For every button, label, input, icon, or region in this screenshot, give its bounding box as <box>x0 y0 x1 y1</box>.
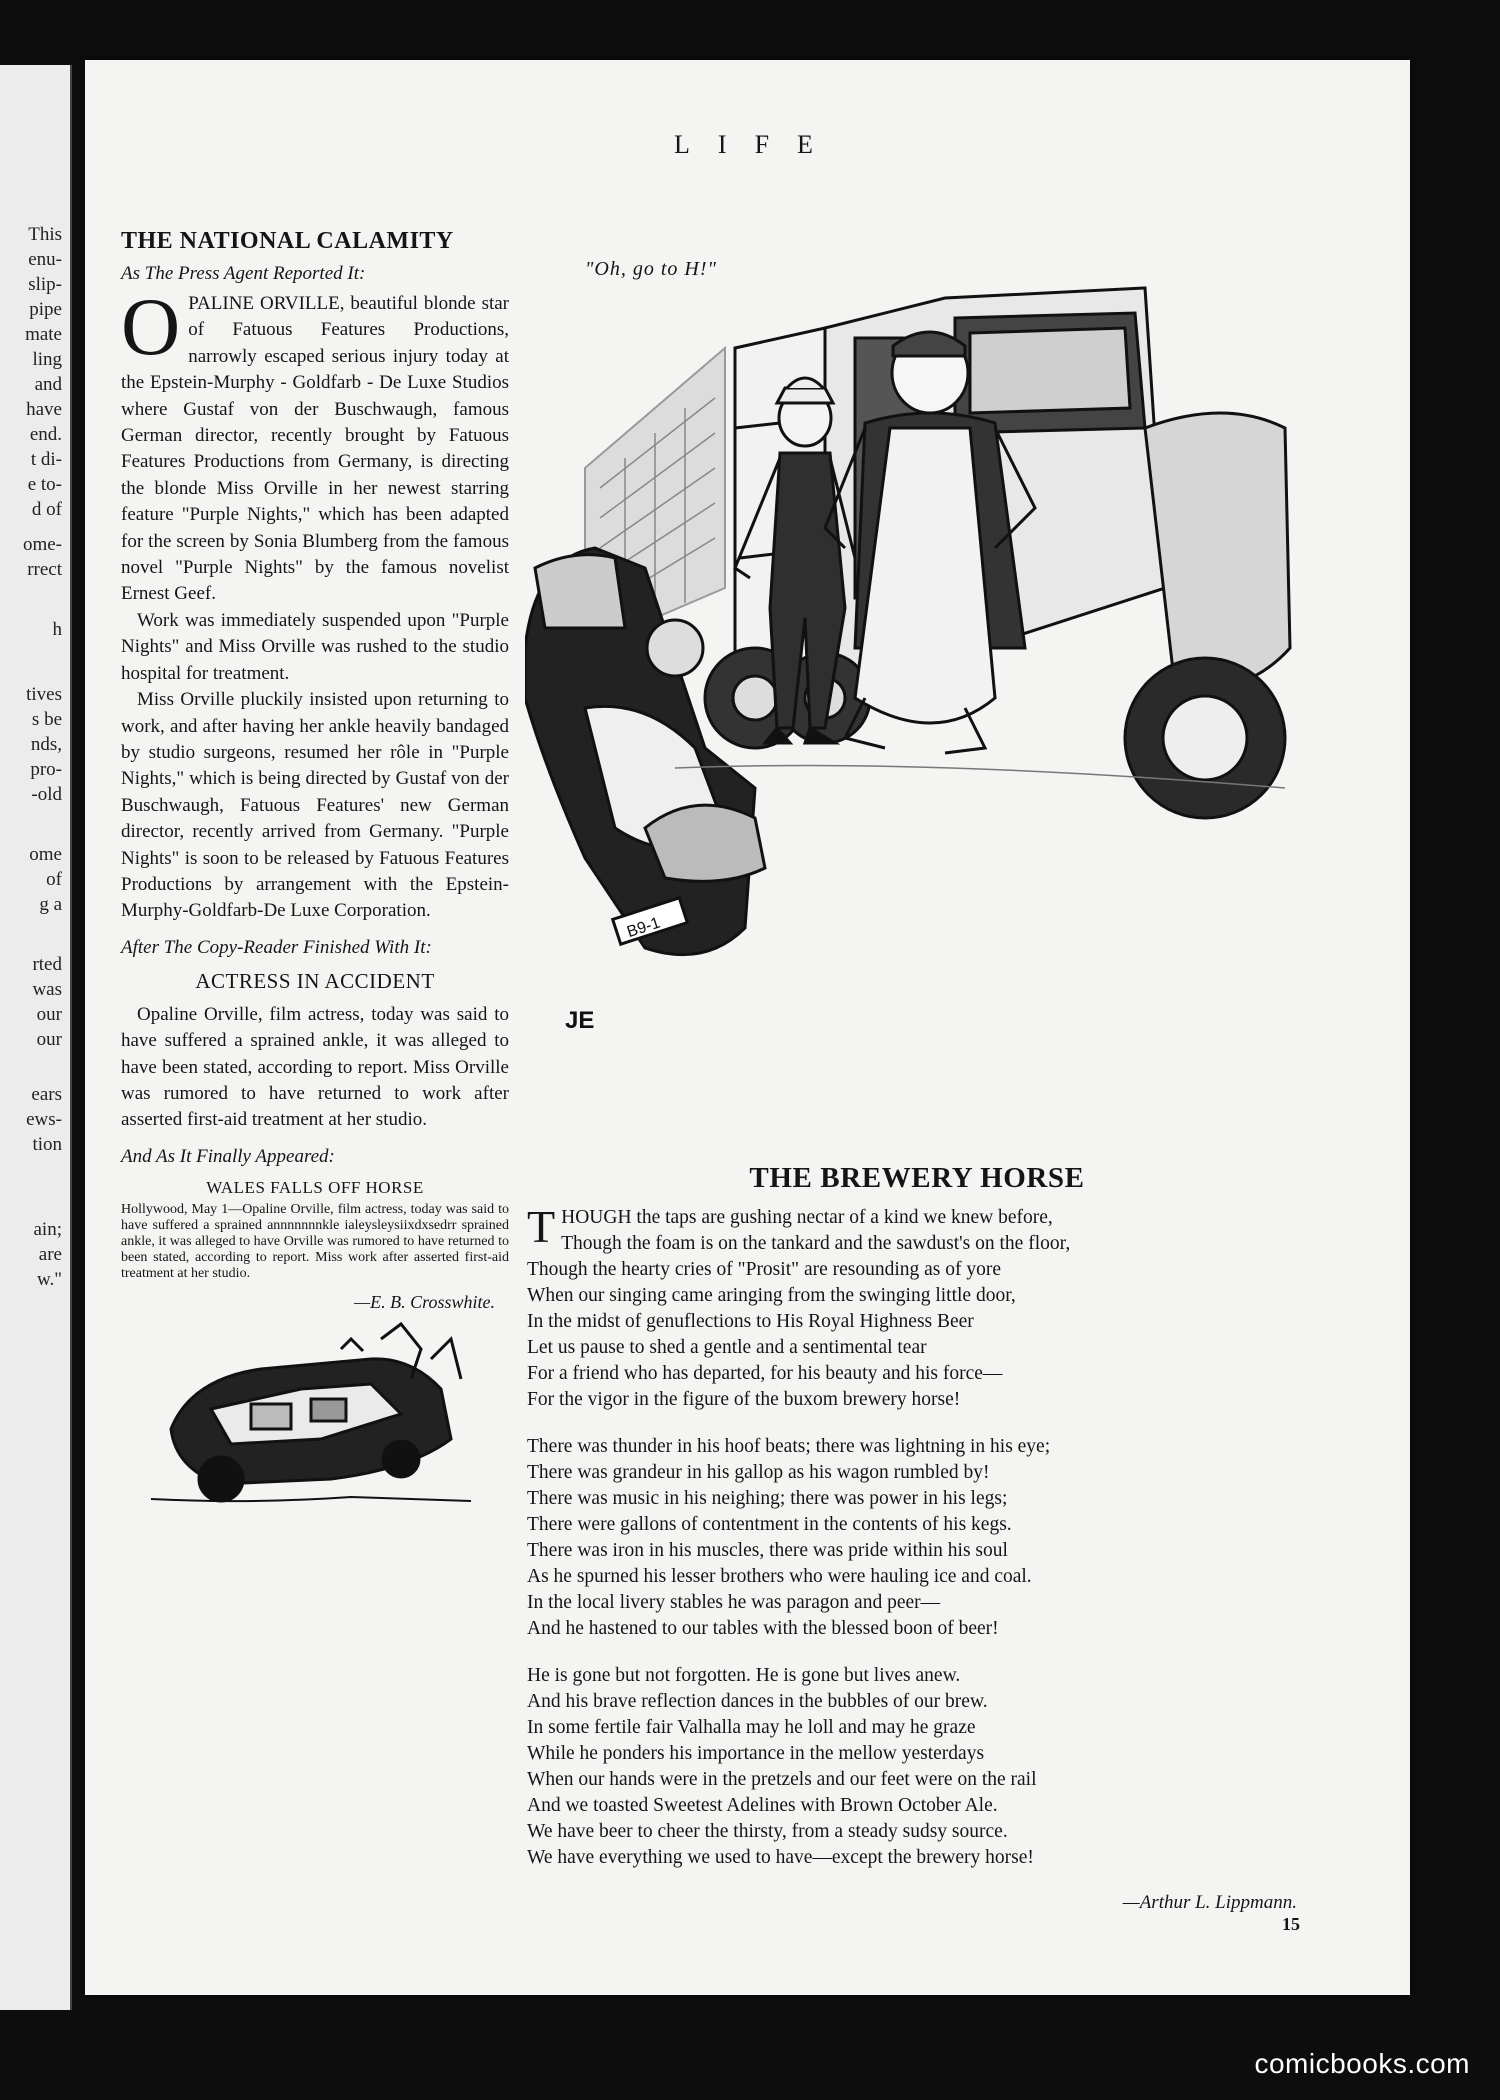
poem-stanza <box>527 1201 1307 1413</box>
poem-byline: —Arthur L. Lippmann. <box>1122 1892 1297 1913</box>
final-headline: WALES FALLS OFF HORSE <box>206 1177 424 1197</box>
poem-line: And his brave reflection dances in the bubbles of our brew. <box>527 1691 988 1712</box>
poem-dropcap: T <box>527 1201 556 1252</box>
page-number: 15 <box>1282 1914 1300 1934</box>
previous-page-text: pro- <box>30 759 62 780</box>
previous-page-text: tion <box>32 1134 62 1155</box>
previous-page-text: h <box>52 619 62 640</box>
poem-line: In the midst of genuflections to His Royal Highness Beer <box>527 1311 974 1332</box>
poem-line: As he spurned his lesser brothers who were hauling ice and coal. <box>527 1566 1032 1587</box>
previous-page-text: our <box>36 1004 62 1025</box>
poem-line: For the vigor in the figure of the buxom brewery horse! <box>527 1389 961 1410</box>
previous-page-text: This <box>28 224 62 245</box>
copy-reader-para: Opaline Orville, film actress, today was said to have suffered a sprained ankle, it was alleged to have been stated, according to report. Miss Orville was rumored to have returned to work after asserted first-aid treatment at her studio. <box>121 1003 509 1131</box>
dropcap: O <box>121 281 181 372</box>
poem-line: In the local livery stables he was paragon and peer— <box>527 1592 941 1613</box>
previous-page-text: ling <box>32 349 62 370</box>
previous-page-text: nds, <box>30 734 62 755</box>
artist-signature: JE <box>565 1007 595 1034</box>
poem-line: And we toasted Sweetest Adelines with Brown October Ale. <box>527 1795 998 1816</box>
poem-line: When our hands were in the pretzels and our feet were on the rail <box>527 1769 1037 1790</box>
previous-page-text: w." <box>37 1269 62 1290</box>
poem-stanza <box>527 1663 1307 1871</box>
watermark: comicbooks.com <box>1254 2048 1470 2079</box>
previous-page-text: enu- <box>28 249 62 270</box>
poem-line: We have everything we used to have—except the brewery horse! <box>527 1847 1034 1868</box>
previous-page-text: d of <box>31 499 62 520</box>
previous-page-text: ews- <box>26 1109 62 1130</box>
previous-page-text: are <box>38 1244 62 1265</box>
previous-page-text: ome- <box>22 534 62 555</box>
previous-page-text: and <box>34 374 62 395</box>
previous-page-text: e to- <box>27 474 62 495</box>
previous-page-text: end. <box>29 424 62 445</box>
poem-line: There was grandeur in his gallop as his wagon rumbled by! <box>527 1462 990 1483</box>
poem-line: While he ponders his importance in the mellow yesterdays <box>527 1743 985 1764</box>
car-wreck-illustration <box>151 1319 481 1509</box>
previous-page-text: g a <box>39 894 62 915</box>
final-label: And As It Finally Appeared: <box>121 1145 335 1167</box>
copy-reader-label: After The Copy-Reader Finished With It: <box>121 936 432 958</box>
previous-page-text: rrect <box>27 559 62 580</box>
copy-reader-headline: ACTRESS IN ACCIDENT <box>195 968 435 993</box>
press-agent-para-2: Work was immediately suspended upon "Purple Nights" and Miss Orville was rushed to the studio hospital for treatment. <box>121 609 509 684</box>
poem-line: There was iron in his muscles, there was pride within his soul <box>527 1540 1008 1561</box>
previous-page-text: s be <box>31 709 62 730</box>
previous-page-text: pipe <box>29 299 62 320</box>
poem-line: We have beer to cheer the thirsty, from a steady sudsy source. <box>527 1821 1008 1842</box>
brewery-horse-poem <box>527 1162 1307 1914</box>
previous-page-text: have <box>26 399 62 420</box>
final-para: Hollywood, May 1—Opaline Orville, film actress, today was said to have suffered a sprained annnnnnnkle ialeysleysiixdxsedrr sprained ankle, it was alleged to have Orville was rumored to have returned to been stated, according to report. Miss work after asserted first-aid treatment at her studio. <box>121 1201 509 1281</box>
brewery-truck-cartoon <box>525 228 1325 1108</box>
poem-line: In some fertile fair Valhalla may he loll and may he graze <box>527 1717 976 1738</box>
poem-line: There was music in his neighing; there was power in his legs; <box>527 1488 1008 1509</box>
previous-page-text: slip- <box>28 274 62 295</box>
previous-page-text: ears <box>31 1084 62 1105</box>
poem-line: Let us pause to shed a gentle and a sentimental tear <box>527 1337 927 1358</box>
previous-page-text: of <box>46 869 62 890</box>
press-agent-para-3: Miss Orville pluckily insisted upon returning to work, and after having her ankle heavily bandaged by studio surgeons, resumed her rôle in "Purple Nights," which is being directed by Gustaf von der Buschwaugh, Fatuous Features' new German director, recently arrived from Germany. "Purple Nights" is soon to be released by Fatuous Features Productions by arrangement with the Epstein-Murphy-Goldfarb-De Luxe Corporation. <box>121 689 509 922</box>
previous-page-text: our <box>36 1029 62 1050</box>
poem-stanza <box>527 1434 1307 1642</box>
license-plate: B9-1 <box>624 914 663 942</box>
previous-page-text: rted <box>32 954 62 975</box>
previous-page-text: mate <box>25 324 62 345</box>
poem-line: Though the hearty cries of "Prosit" are resounding as of yore <box>527 1259 1002 1280</box>
article-byline: —E. B. Crosswhite. <box>354 1291 495 1312</box>
poem-line: And he hastened to our tables with the blessed boon of beer! <box>527 1618 999 1639</box>
previous-page-edge <box>0 65 72 2010</box>
magazine-page <box>85 60 1410 1995</box>
press-agent-para-1: OPALINE ORVILLE, beautiful blonde star of Fatuous Features Productions, narrowly escaped serious injury today at the Epstein-Murphy - Goldfarb - De Luxe Studios where Gustaf von der Buschwaugh, famous German director, recently brought by Fatuous Features Productions from Germany, is directing the blonde Miss Orville in her newest starring feature "Purple Nights," which has been adapted for the screen by Sonia Blumberg from the famous novel "Purple Nights" by the famous novelist Ernest Geef. <box>121 281 509 605</box>
press-agent-label: As The Press Agent Reported It: <box>121 263 366 284</box>
previous-page-text: ome <box>29 844 62 865</box>
previous-page-text: was <box>32 979 62 1000</box>
previous-page-text: tives <box>26 684 62 705</box>
cartoon-caption: "Oh, go to H!" <box>585 258 717 280</box>
calamity-article <box>121 228 509 1509</box>
poem-line: When our singing came aringing from the swinging little door, <box>527 1285 1016 1306</box>
poem-title: THE BREWERY HORSE <box>749 1162 1085 1194</box>
article-headline: THE NATIONAL CALAMITY <box>121 228 454 254</box>
poem-line: There were gallons of contentment in the contents of his kegs. <box>527 1514 1012 1535</box>
running-head: LIFE <box>674 130 841 159</box>
previous-page-text: ain; <box>33 1219 62 1240</box>
poem-line: He is gone but not forgotten. He is gone but lives anew. <box>527 1665 961 1686</box>
previous-page-text: -old <box>31 784 62 805</box>
poem-stanzas <box>527 1201 1307 1871</box>
previous-page-text: t di- <box>30 449 62 470</box>
poem-line: There was thunder in his hoof beats; there was lightning in his eye; <box>527 1436 1051 1457</box>
poem-line: For a friend who has departed, for his beauty and his force— <box>527 1363 1003 1384</box>
poem-line: Though the foam is on the tankard and the sawdust's on the floor, <box>561 1233 1071 1254</box>
poem-line: THOUGH the taps are gushing nectar of a kind we knew before, <box>527 1201 1053 1252</box>
